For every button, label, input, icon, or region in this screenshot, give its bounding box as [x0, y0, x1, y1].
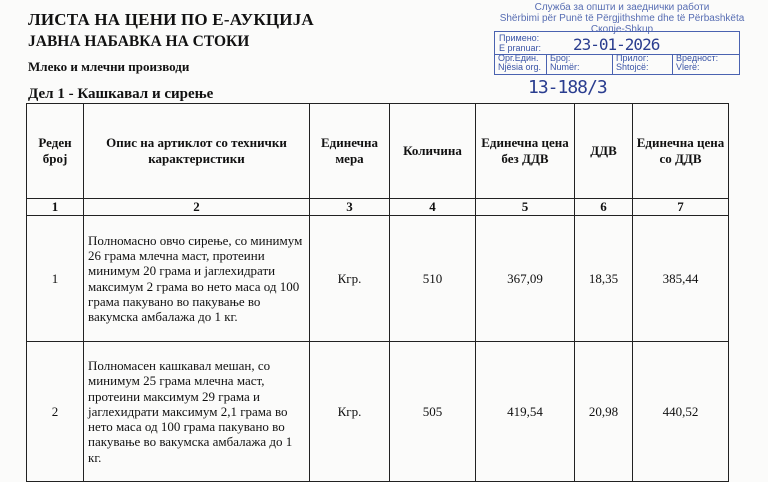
- col-header: ДДВ: [575, 104, 633, 199]
- attach-label-alb: Shtojcë:: [616, 62, 649, 72]
- item-description: Полномасен кашкавал мешан, со минимум 25 грама млечна маст, протеини максимум 29 грама и јаглехидрати максимум 2,1 грама во нето маса од 100 грама пакувано во пакување во вакумска амбалажа до 1 кг.: [84, 342, 310, 482]
- vat-amount: 18,35: [575, 216, 633, 342]
- column-number: 6: [575, 199, 633, 216]
- stamp-line-2: Shërbimi për Punë të Përgjithshme dhe të Përbashkëta: [499, 13, 745, 24]
- row-number: 1: [27, 216, 84, 342]
- price-without-vat: 419,54: [476, 342, 575, 482]
- product-category: Млеко и млечни производи: [28, 59, 190, 74]
- number-label: Број:: [550, 53, 571, 63]
- stamp-line-3: Скопје-Shkup: [590, 24, 654, 35]
- table-row: [27, 342, 729, 482]
- received-label-alb: E pranuar:: [499, 43, 542, 53]
- handwritten-reference: 13-188/3: [528, 77, 607, 98]
- item-description: Полномасно овчо сирење, со минимум 26 грама млечна маст, протеини минимум 20 грама и јаглехидрати максимум 2 грама во нето маса од 100 грама пакувано во пакување во вакумска амбалажа до 1 кг.: [84, 216, 310, 342]
- price-without-vat: 367,09: [476, 216, 575, 342]
- unit-of-measure: Кгр.: [310, 342, 390, 482]
- stamp-line-1: Служба за општи и заеднички работи: [534, 2, 710, 13]
- number-label-alb: Numër:: [550, 62, 580, 72]
- col-header: Единечна цена со ДДВ: [633, 104, 729, 199]
- column-number: 5: [476, 199, 575, 216]
- vat-amount: 20,98: [575, 342, 633, 482]
- column-number: 2: [84, 199, 310, 216]
- price-table: [26, 103, 729, 482]
- col-header: Количина: [390, 104, 476, 199]
- table-header-row: [27, 104, 729, 199]
- column-number: 3: [310, 199, 390, 216]
- column-number-row: [27, 199, 729, 216]
- col-header: Единечна цена без ДДВ: [476, 104, 575, 199]
- price-with-vat: 440,52: [633, 342, 729, 482]
- quantity: 510: [390, 216, 476, 342]
- stamp-number-cell: [547, 54, 613, 74]
- quantity: 505: [390, 342, 476, 482]
- document-title: ЛИСТА НА ЦЕНИ ПО Е-АУКЦИЈА: [28, 10, 314, 29]
- table-row: [27, 216, 729, 342]
- row-number: 2: [27, 342, 84, 482]
- received-date: 23-01-2026: [573, 35, 660, 54]
- section-title: Дел 1 - Кашкавал и сирење: [28, 86, 214, 102]
- col-header: Единечна мера: [310, 104, 390, 199]
- org-label-alb: Njësia org.: [498, 62, 542, 72]
- column-number: 4: [390, 199, 476, 216]
- col-header: Реден број: [27, 104, 84, 199]
- attach-label: Прилог:: [616, 53, 649, 63]
- value-label: Вредност:: [676, 53, 719, 63]
- value-label-alb: Vlerë:: [676, 62, 700, 72]
- stamp-value-cell: [673, 54, 739, 74]
- org-label: Орг.Един.: [498, 53, 539, 63]
- stamp-org-cell: [495, 54, 547, 74]
- column-number: 1: [27, 199, 84, 216]
- column-number: 7: [633, 199, 729, 216]
- price-with-vat: 385,44: [633, 216, 729, 342]
- received-stamp: [494, 31, 740, 75]
- col-header: Опис на артиклот со технички карактеристики: [84, 104, 310, 199]
- document-subtitle: ЈАВНА НАБАВКА НА СТОКИ: [28, 33, 250, 50]
- stamp-attach-cell: [613, 54, 673, 74]
- unit-of-measure: Кгр.: [310, 216, 390, 342]
- received-label: Примено:: [499, 33, 540, 43]
